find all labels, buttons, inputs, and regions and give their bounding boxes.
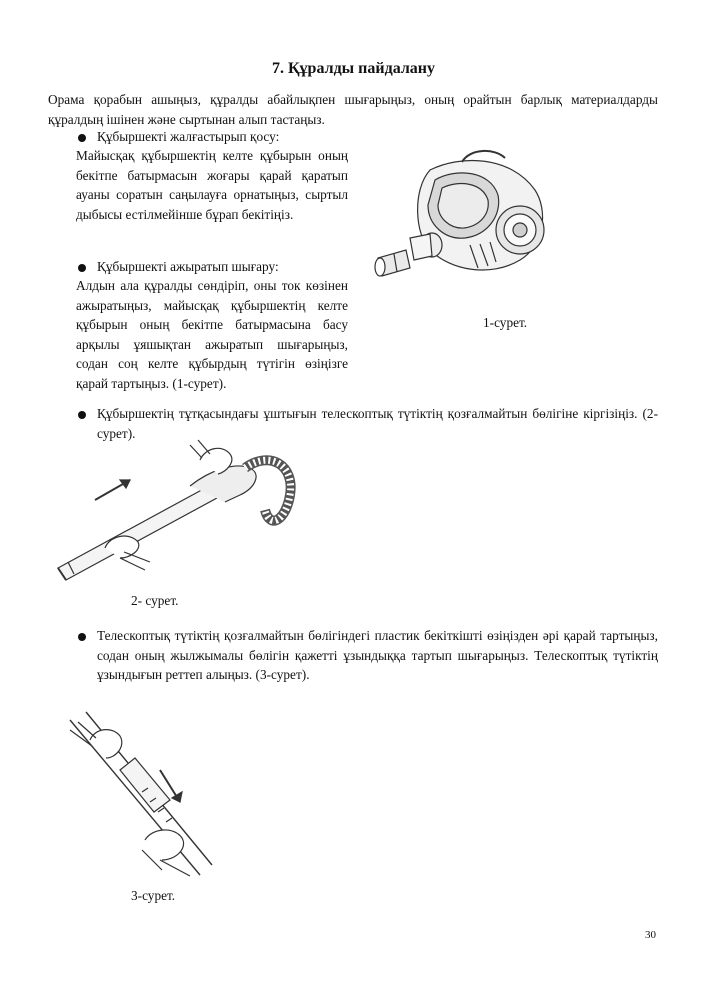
bullet-icon bbox=[78, 633, 86, 641]
bullet-icon bbox=[78, 264, 86, 272]
figure-3-caption: 3-сурет. bbox=[131, 888, 176, 903]
figure-2-caption: 2- сурет. bbox=[131, 593, 179, 608]
adjust-text: Телескоптық түтіктің қозғалмайтын бөлігіндегі пластик бекіткішті өзіңізден әрі қарай тартыңыз, содан оның жылжымалы бөлігін қажетті ұзындыққа тартып шығарыңыз. Телескоптық түтіктің ұзындығын реттеп алыңыз. (3-сурет). bbox=[97, 628, 658, 682]
connect-heading: Құбыршекті жалғастырып қосу: bbox=[97, 129, 280, 144]
disconnect-text: Алдын ала құралды сөндіріп, оны ток көзінен ажыратыңыз, майысқақ құбыршектің келте құбырын оның бекітпе батырмасына басу арқылы ұяшықтан ажыратып шығарыңыз, содан соң келте құбырдың түтігін өзіңізге қарай тартыңыз. (1-сурет). bbox=[76, 278, 348, 391]
insert-text-line1: Құбыршектің тұтқасындағы ұштығын телескоптық түтіктің қозғалмайтын бөлігіне кіргізіңіз. (2- сурет). bbox=[97, 406, 658, 441]
bullet-icon bbox=[78, 134, 86, 142]
figure-3-telescopic-illustration bbox=[50, 700, 220, 880]
disconnect-heading: Құбыршекті ажыратып шығару: bbox=[97, 259, 279, 274]
section-title: 7. Құралды пайдалану bbox=[271, 60, 436, 77]
connect-text: Майысқақ құбыршектің келте құбырын оның бекітпе батырмасын жоғары қарай қаратып ауаны соратын саңылауға орнатыңыз, сыртыл дыбысы естілмейінше бұрап бекітіңіз. bbox=[76, 148, 348, 222]
figure-1-vacuum-illustration bbox=[370, 150, 550, 290]
page-number: 30 bbox=[645, 929, 656, 941]
figure-2-hose-illustration bbox=[50, 440, 300, 580]
figure-1-caption: 1-сурет. bbox=[483, 315, 528, 330]
bullet-icon bbox=[78, 411, 86, 419]
intro-paragraph: Орама қорабын ашыңыз, құралды абайлықпен шығарыңыз, оның орайтын барлық материалдарды құралдың ішінен және сыртынан алып тастаңыз. bbox=[48, 92, 658, 127]
